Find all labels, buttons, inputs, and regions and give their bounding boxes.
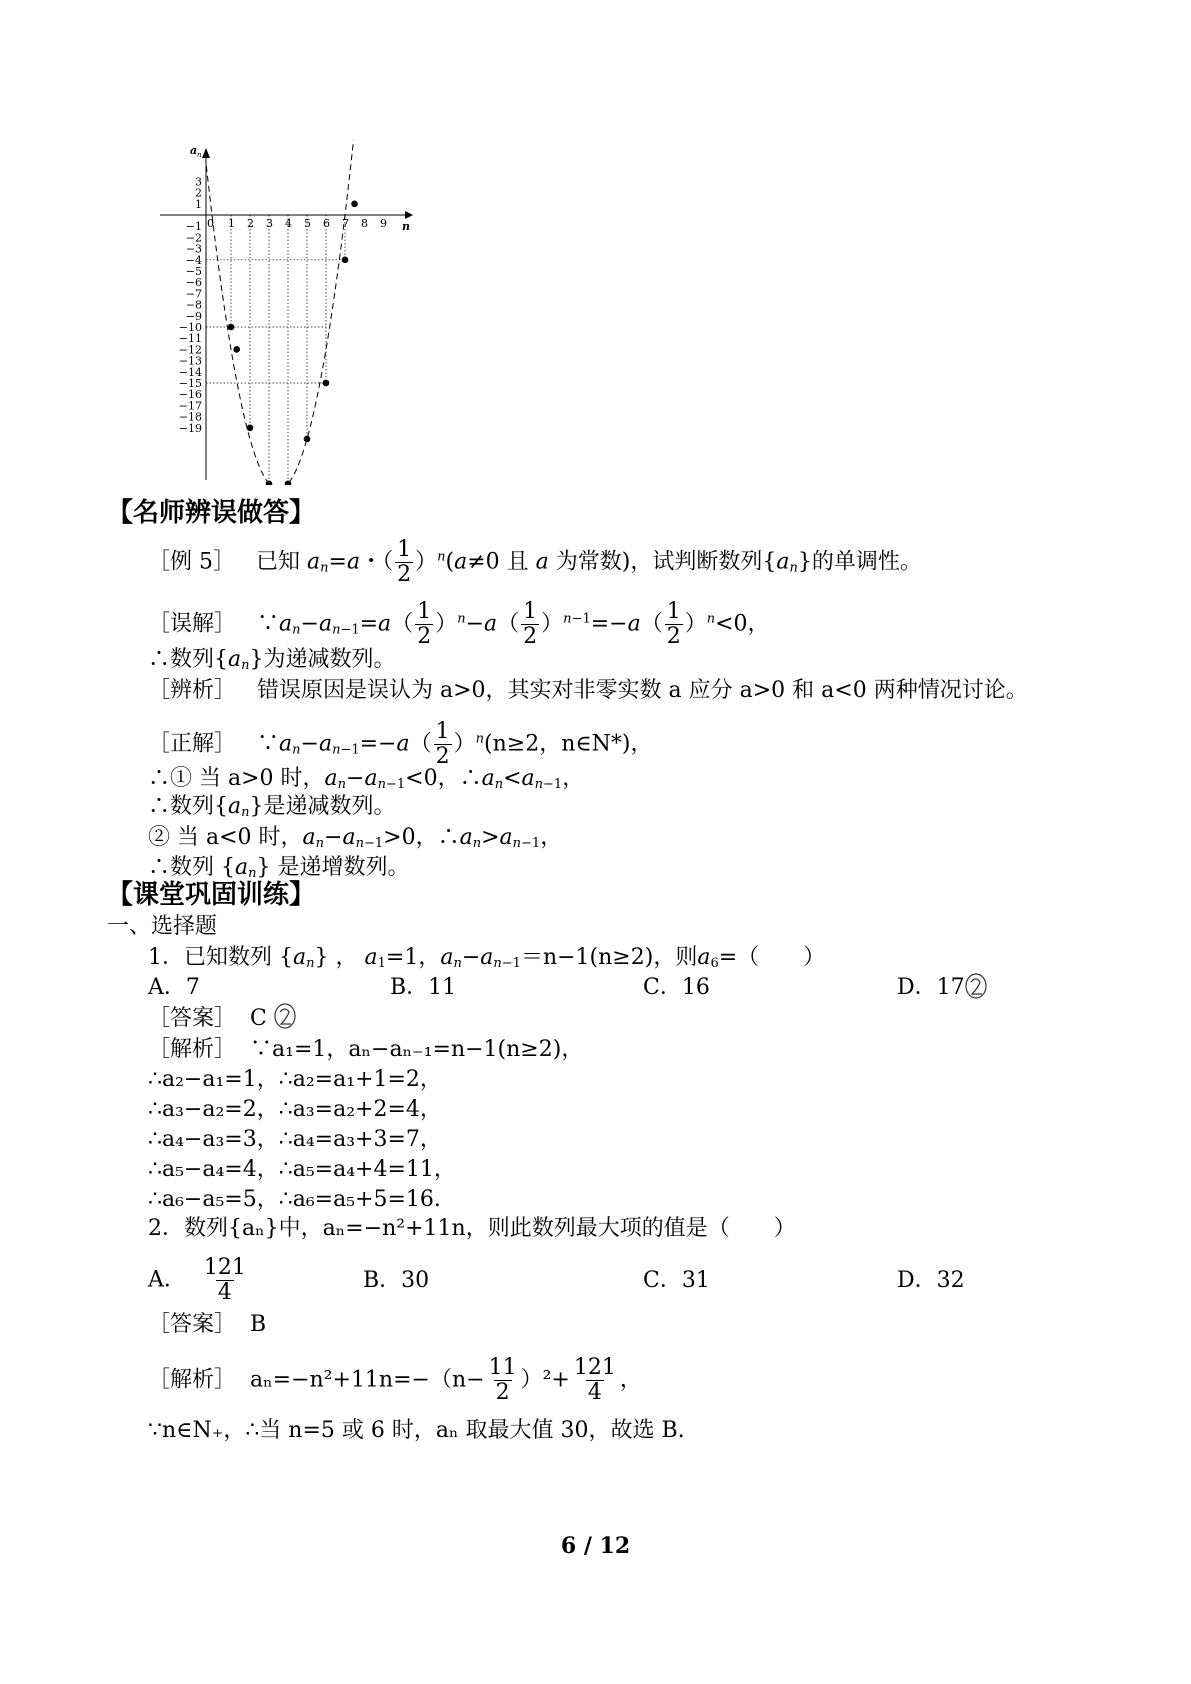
case-2: ② 当 a<0 时，$a_n-a_{n-1}>0$，$\therefore a_n>a_{n-1}$， (148, 825, 563, 851)
y-tick-label: −8 (185, 298, 202, 312)
x-tick-label: 9 (380, 217, 387, 230)
sequence-graph (160, 140, 420, 485)
x-tick-label: 3 (266, 217, 273, 230)
q1-answer: ［答案］ C (148, 1006, 267, 1031)
q2-explanation: ［解析］ aₙ=−n²+11n=−（n− $\frac{11}{2}$ ）²+ $\frac{121}{4}$ ， (148, 1355, 642, 1405)
y-axis-arrow (202, 148, 210, 158)
q1-step-2: ∴a₃−a₂=2，∴a₃=a₂+2=4， (148, 1097, 442, 1122)
question-2-stem: 2．数列{aₙ}中，aₙ=−n²+11n，则此数列最大项的值是（ ） (148, 1216, 796, 1241)
q1-step-3: ∴a₄−a₃=3，∴a₄=a₃+3=7， (148, 1127, 442, 1152)
data-point (323, 380, 330, 387)
q2-answer: ［答案］ B (148, 1312, 267, 1337)
data-point (304, 436, 311, 443)
x-tick-label: 0 (207, 217, 214, 230)
parabola-curve (206, 140, 360, 485)
case-1: ∴① 当 a>0 时，$a_n-a_{n-1}<0$，$\therefore a_n<a_{n-1}$， (148, 766, 585, 792)
y-tick-label: −7 (185, 287, 202, 301)
handwritten-mark-d (962, 968, 992, 1008)
fraction-half: $\frac{1}{2}$ (397, 537, 412, 587)
y-tick-label: −9 (185, 309, 202, 323)
q1-step-4: ∴a₅−a₄=4，∴a₅=a₄+4=11， (148, 1157, 456, 1182)
wrong-conclusion: ∴数列$\{a_n\}$为递减数列。 (148, 647, 396, 673)
y-tick-label: −3 (185, 242, 202, 256)
q1-step-5: ∴a₆−a₅=5，∴a₆=a₅+5=16. (148, 1187, 441, 1212)
analysis: ［辨析］ 错误原因是误认为 a>0，其实对非零实数 a 应分 a>0 和 a<0 两种情况讨论。 (148, 678, 1028, 703)
y-tick-label: −17 (178, 399, 202, 413)
example-5: ［例 5］ 已知 $a_n=a$・（ $\frac{1}{2}$ ）$^n$(a≠0 且 a 为常数)，试判断数列$\{a_n\}$的单调性。 (148, 537, 922, 587)
wrong-solution: ［误解］ $\because a_n-a_{n-1}=a$（ $\frac{1}{2}$ ）$^n$−a（ $\frac{1}{2}$ ）$^{n-1}$=−a（ $\frac{1}{2}$ ）$^n$<0， (148, 599, 770, 649)
data-point (247, 425, 254, 432)
y-tick-label: −12 (178, 343, 202, 357)
q2-option-d: D．32 (897, 1268, 965, 1293)
q1-step-1: ∴a₂−a₁=1，∴a₂=a₁+1=2， (148, 1067, 442, 1092)
x-tick-label: 8 (361, 217, 368, 230)
part-title: 一、选择题 (107, 914, 218, 939)
q1-explanation: ［解析］ ∵a₁=1，aₙ−aₙ₋₁=n−1(n≥2)， (148, 1037, 584, 1062)
y-tick-label: −19 (178, 421, 202, 435)
x-tick-label: 2 (247, 217, 254, 230)
y-tick-label: −5 (185, 265, 202, 278)
question-1-stem: 1．已知数列 $\{a_n\}$ ， $a_1=1$，$a_n-a_{n-1}=n-1(n\ge 2)$，则$a_6=$（ ） (148, 945, 826, 971)
y-axis-label: a (190, 144, 198, 157)
q2-option-a: A． $\frac{121}{4}$ (148, 1255, 246, 1305)
example-label: ［例 5］ (148, 549, 235, 575)
q1-option-a: A．7 (148, 975, 200, 1000)
section-title-practice: 【课堂巩固训练】 (107, 880, 316, 910)
x-tick-label: 4 (285, 217, 292, 230)
x-axis-label: n (402, 220, 410, 233)
section-title-error-analysis: 【名师辨误做答】 (107, 498, 316, 528)
x-tick-label: 5 (304, 217, 311, 230)
y-tick-label: −14 (178, 365, 202, 379)
y-tick-label: −10 (178, 321, 202, 334)
x-tick-label: 7 (342, 217, 349, 230)
y-tick-label: −13 (178, 354, 202, 368)
data-point (342, 257, 349, 264)
data-point (351, 201, 358, 208)
q1-option-b: B．11 (390, 975, 457, 1000)
case-2-conclusion: ∴数列 $\{a_n\}$ 是递增数列。 (148, 855, 410, 881)
y-tick-label: 2 (195, 186, 202, 200)
q1-option-d: D．17 (897, 975, 965, 1000)
q1-option-c: C．16 (643, 975, 710, 1000)
y-tick-label: −1 (185, 220, 202, 234)
y-tick-label: −16 (178, 388, 202, 402)
y-tick-label: 3 (195, 175, 202, 189)
y-tick-label: −18 (178, 410, 202, 424)
q2-option-c: C．31 (643, 1268, 710, 1293)
data-point (233, 346, 240, 353)
y-tick-label: −15 (178, 377, 202, 390)
q2-option-b: B．30 (363, 1268, 430, 1293)
y-axis-label-sub: n (197, 151, 202, 159)
x-tick-label: 1 (228, 217, 235, 230)
x-tick-label: 6 (323, 217, 330, 230)
y-tick-label: −4 (185, 253, 202, 267)
handwritten-mark-c (272, 1000, 302, 1040)
y-tick-label: 1 (195, 197, 202, 211)
q2-conclusion: ∵n∈N₊，∴当 n=5 或 6 时，aₙ 取最大值 30，故选 B. (148, 1418, 685, 1443)
x-axis-arrow (405, 211, 413, 219)
y-tick-label: −11 (178, 332, 202, 346)
correct-solution: ［正解］ $\because a_n-a_{n-1}=-a$（ $\frac{1}{2}$ ）$^n$(n≥2，n∈N*)， (148, 719, 653, 769)
y-tick-label: −2 (185, 231, 202, 245)
case-1-conclusion: ∴数列$\{a_n\}$是递减数列。 (148, 794, 396, 820)
data-point (228, 324, 235, 331)
page-number: 6 / 12 (560, 1533, 631, 1559)
y-tick-label: −6 (185, 276, 202, 290)
